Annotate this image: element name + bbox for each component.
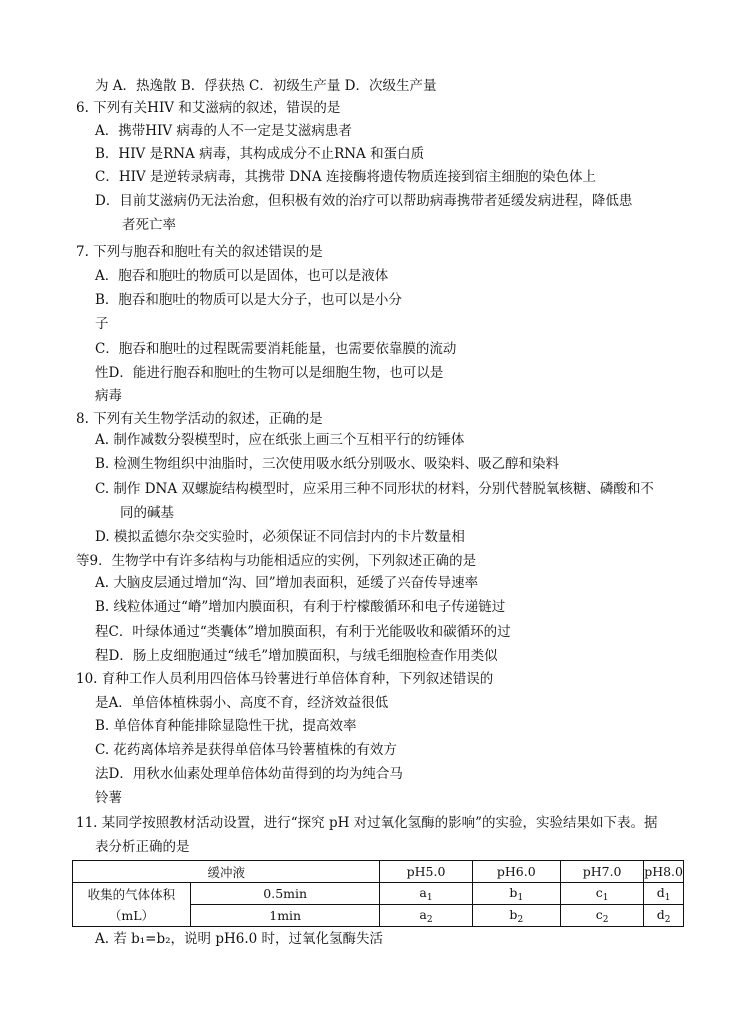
ph-header: pH7.0 [561, 861, 644, 883]
time-cell: 0.5min [190, 883, 380, 905]
q10-option-b: B. 单倍体育种能排除显隐性干扰，提高效率 [95, 718, 357, 734]
q8-option-c: C. 制作 DNA 双螺旋结构模型时，应采用三种不同形状的材料，分别代替脱氧核糖、磷酸和不 [95, 481, 654, 497]
row-label-line1: 收集的气体体积 [87, 886, 176, 902]
q7-option-d-cont: 病毒 [95, 388, 122, 404]
q9-option-a: A. 大脑皮层通过增加“沟、回”增加表面积，延缓了兴奋传导速率 [95, 575, 479, 591]
question-9-stem: 等9．生物学中有许多结构与功能相适应的实例，下列叙述正确的是 [76, 553, 477, 569]
q10-option-a: 是A．单倍体植株弱小、高度不育，经济效益很低 [95, 695, 389, 711]
table-header-row [73, 861, 684, 883]
q10-option-c: C. 花药离体培养是获得单倍体马铃薯植株的有效方 [95, 742, 397, 758]
question-11-stem: 11. 某同学按照教材活动设置，进行“探究 pH 对过氧化氢酶的影响”的实验，实验结果如下表。据 [76, 815, 658, 831]
q7-option-b: B．胞吞和胞吐的物质可以是大分子，也可以是小分 [95, 292, 402, 308]
value-cell: $b_1$ [472, 883, 560, 905]
q8-option-a: A. 制作减数分裂模型时，应在纸张上画三个互相平行的纺锤体 [95, 432, 465, 448]
q10-option-d: 法D．用秋水仙素处理单倍体幼苗得到的均为纯合马 [95, 766, 403, 782]
table-row [73, 883, 684, 905]
value-cell: $a_1$ [380, 883, 472, 905]
row-label-line2: （mL） [108, 907, 155, 923]
ph-header: pH8.0 [644, 861, 684, 883]
ph-header: pH5.0 [380, 861, 472, 883]
buffer-header: 缓冲液 [73, 861, 380, 883]
results-table [72, 860, 684, 927]
value-cell: $a_2$ [380, 905, 472, 927]
ph-header: pH6.0 [472, 861, 560, 883]
q7-option-b-cont: 子 [95, 316, 109, 332]
row-label [73, 883, 191, 927]
q8-option-b: B. 检测生物组织中油脂时，三次使用吸水纸分别吸水、吸染料、吸乙醇和染料 [95, 456, 560, 472]
q7-option-a: A．胞吞和胞吐的物质可以是固体，也可以是液体 [95, 268, 389, 284]
question-6-stem: 6. 下列有关HIV 和艾滋病的叙述，错误的是 [76, 100, 341, 116]
value-cell: $b_2$ [472, 905, 560, 927]
q6-option-c: C．HIV 是逆转录病毒，其携带 DNA 连接酶将遗传物质连接到宿主细胞的染色体上 [95, 169, 596, 185]
q7-option-c: C．胞吞和胞吐的过程既需要消耗能量，也需要依靠膜的流动 [95, 341, 457, 357]
value-cell: $c_1$ [561, 883, 644, 905]
text-line: 为 A．热逸散 B．俘获热 C．初级生产量 D．次级生产量 [95, 78, 437, 94]
q8-option-c-cont: 同的碱基 [120, 505, 174, 521]
q11-option-a: A. 若 b₁=b₂，说明 pH6.0 时，过氧化氢酶失活 [95, 931, 384, 947]
q9-option-b: B. 线粒体通过“嵴”增加内膜面积，有利于柠檬酸循环和电子传递链过 [95, 599, 506, 615]
q6-option-d-cont: 者死亡率 [122, 217, 176, 233]
value-cell: $c_2$ [561, 905, 644, 927]
q6-option-a: A．携带HIV 病毒的人不一定是艾滋病患者 [95, 123, 352, 139]
question-7-stem: 7. 下列与胞吞和胞吐有关的叙述错误的是 [76, 244, 323, 260]
q6-option-d: D．目前艾滋病仍无法治愈，但积极有效的治疗可以帮助病毒携带者延缓发病进程，降低患 [95, 193, 633, 209]
time-cell: 1min [190, 905, 380, 927]
q9-option-c: 程C．叶绿体通过“类囊体”增加膜面积，有利于光能吸收和碳循环的过 [95, 624, 511, 640]
q10-option-d-cont: 铃薯 [95, 790, 122, 806]
q8-option-d: D. 模拟孟德尔杂交实验时，必须保证不同信封内的卡片数量相 [95, 529, 465, 545]
value-cell: $d_1$ [644, 883, 684, 905]
value-cell: $d_2$ [644, 905, 684, 927]
q9-option-d: 程D．肠上皮细胞通过“绒毛”增加膜面积，与绒毛细胞检查作用类似 [95, 648, 498, 664]
question-8-stem: 8. 下列有关生物学活动的叙述，正确的是 [76, 411, 323, 427]
q6-option-b: B．HIV 是RNA 病毒，其构成成分不止RNA 和蛋白质 [95, 146, 425, 162]
q7-option-d: 性D．能进行胞吞和胞吐的生物可以是细胞生物，也可以是 [95, 365, 444, 381]
question-10-stem: 10. 育种工作人员利用四倍体马铃薯进行单倍体育种，下列叙述错误的 [76, 671, 494, 687]
question-11-stem-cont: 表分析正确的是 [95, 839, 190, 855]
